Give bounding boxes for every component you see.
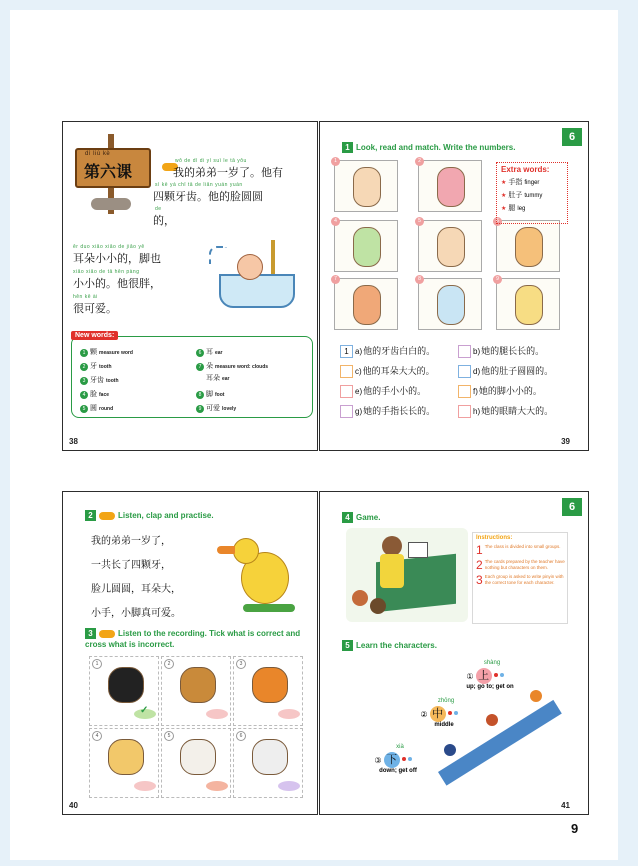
picture-number: 8 <box>415 275 424 284</box>
instructions-box <box>472 532 568 624</box>
new-word-item <box>80 375 119 385</box>
extra-word-english: tummy <box>524 193 543 199</box>
line-1-text: 我的弟弟一岁了。他有 <box>173 166 283 179</box>
instruction-number: 3 <box>476 573 483 587</box>
character-pinyin: xià <box>396 744 404 750</box>
animal-picture <box>108 739 144 775</box>
line-4-text: 耳朵小小的，脚也 <box>73 252 161 265</box>
character-number: ③ <box>374 756 382 765</box>
animal-picture <box>108 667 144 703</box>
dot-icon <box>494 673 498 677</box>
character-number: ② <box>420 710 428 719</box>
new-word-number: 9 <box>196 405 204 413</box>
section-2-number: 2 <box>85 510 96 521</box>
picture-frame <box>496 220 560 272</box>
animal-picture <box>180 739 216 775</box>
new-word-item <box>196 373 230 383</box>
answer-box[interactable] <box>340 385 353 398</box>
picture-frame <box>334 278 398 330</box>
section-1-text: Look, read and match. Write the numbers. <box>356 143 516 152</box>
rhyme-line: 一共长了四颗牙， <box>91 560 171 571</box>
line-6-pinyin: hěn kě ài <box>73 294 98 300</box>
new-words-box <box>71 332 313 418</box>
character-number: ① <box>466 672 474 681</box>
cartoon-figure <box>515 227 543 267</box>
new-word-item <box>80 361 112 371</box>
new-word-english: measure word <box>99 350 133 356</box>
new-word-han: 耳朵 <box>206 374 220 382</box>
sentence-label: h) <box>473 407 481 416</box>
character-row <box>404 704 474 722</box>
instruction-number: 2 <box>476 558 483 572</box>
character-row <box>358 750 428 768</box>
page-39 <box>319 121 589 451</box>
new-word-item <box>80 347 133 357</box>
sentence-label: e) <box>355 387 363 396</box>
match-sentence <box>340 344 435 358</box>
sentence-label: d) <box>473 367 481 376</box>
match-sentence <box>458 384 542 398</box>
new-word-han: 耳 <box>206 348 213 356</box>
new-word-number: 4 <box>80 391 88 399</box>
sentence-text: 她的脚小小的。 <box>478 387 542 397</box>
new-word-english: face <box>99 392 110 398</box>
new-word-han: 颗 <box>90 348 97 356</box>
sentence-label: g) <box>355 407 363 416</box>
character-meaning: down; get off <box>379 768 417 774</box>
animal-picture <box>252 667 288 703</box>
character-han: 上 <box>476 668 492 684</box>
extra-word-han: 手指 <box>508 178 523 186</box>
new-word-number: 3 <box>80 377 88 385</box>
new-word-item <box>196 389 224 399</box>
match-sentence <box>340 384 426 398</box>
answer-box[interactable] <box>340 405 353 418</box>
dot-icon <box>454 711 458 715</box>
lesson-text <box>153 158 313 228</box>
match-sentence <box>340 404 435 418</box>
new-word-english: measure word: clouds <box>215 364 269 370</box>
character-row <box>450 666 520 684</box>
new-word-han: 可爱 <box>206 404 220 412</box>
section-5-title <box>342 640 437 651</box>
dot-icon <box>500 673 504 677</box>
lesson-sign <box>75 134 149 214</box>
cartoon-figure <box>353 285 381 325</box>
extra-words-box <box>496 162 568 224</box>
match-sentence <box>340 364 435 378</box>
instructions-title: Instructions: <box>476 535 513 541</box>
extra-word-english: finger <box>524 180 540 186</box>
answer-box[interactable] <box>458 385 471 398</box>
picture-frame <box>418 220 482 272</box>
character-meaning: up; go to; get on <box>466 684 514 690</box>
instruction-item <box>476 544 565 556</box>
line-3-pinyin: de <box>155 206 162 212</box>
animal-picture <box>180 667 216 703</box>
star-icon: ★ <box>501 206 507 212</box>
picture-number: 9 <box>493 275 502 284</box>
instruction-text: The cards prepared by the teacher have nothing but characters on them. <box>484 559 565 570</box>
animal-number: 2 <box>164 659 174 669</box>
section-2-title <box>85 510 214 521</box>
line-4-pinyin: ěr duo xiǎo xiǎo de jiǎo yě <box>73 244 145 250</box>
page-number-39: 39 <box>561 437 570 446</box>
new-word-item <box>196 361 268 371</box>
answer-box[interactable] <box>458 365 471 378</box>
animal-number: 5 <box>164 731 174 741</box>
answer-box[interactable] <box>458 345 471 358</box>
answer-oval[interactable] <box>206 709 228 719</box>
page-41 <box>319 491 589 815</box>
line-6-text: 很可爱。 <box>73 302 117 315</box>
extra-word-item <box>501 177 567 187</box>
duck-illustration <box>211 532 303 616</box>
bath-illustration <box>209 240 299 312</box>
picture-frame <box>418 160 482 212</box>
picture-number: 2 <box>415 157 424 166</box>
new-word-item <box>196 403 236 413</box>
match-sentence <box>458 364 553 378</box>
animal-cell <box>161 728 231 798</box>
picture-frame <box>334 220 398 272</box>
section-1-number: 1 <box>342 142 353 153</box>
section-2-text: Listen, clap and practise. <box>118 511 214 520</box>
picture-number: 5 <box>415 217 424 226</box>
cartoon-figure <box>437 285 465 325</box>
new-word-han: 朵 <box>206 362 213 370</box>
sentence-text: 他的手小小的。 <box>363 387 427 397</box>
star-icon: ★ <box>501 180 507 186</box>
sentence-label: a) <box>355 347 363 356</box>
unit-badge: 6 <box>562 128 582 146</box>
rhyme-line: 脸儿圆圆，耳朵大， <box>91 584 181 595</box>
sentence-text: 他的耳朵大大的。 <box>362 367 435 377</box>
star-icon: ★ <box>501 193 507 199</box>
rhyme-line: 小手，小脚真可爱。 <box>91 608 181 619</box>
dot-icon <box>402 757 406 761</box>
picture-number: 4 <box>331 217 340 226</box>
character-meaning: middle <box>434 722 454 728</box>
answer-oval[interactable] <box>134 781 156 791</box>
new-word-han: 脸 <box>90 390 97 398</box>
sentence-label: c) <box>355 367 362 376</box>
picture-number: 7 <box>331 275 340 284</box>
cartoon-figure <box>353 167 381 207</box>
unit-badge: 6 <box>562 498 582 516</box>
answer-oval[interactable] <box>278 709 300 719</box>
new-word-english: ear <box>215 350 223 356</box>
new-word-english: tooth <box>99 364 112 370</box>
animal-number: 3 <box>236 659 246 669</box>
section-1-title <box>342 142 515 153</box>
section-5-number: 5 <box>342 640 353 651</box>
sentence-text: 她的眼睛大大的。 <box>481 407 554 417</box>
animal-picture <box>252 739 288 775</box>
new-word-item <box>80 403 113 413</box>
new-word-number: 6 <box>196 349 204 357</box>
new-word-han: 圆 <box>90 404 97 412</box>
instruction-item <box>476 574 565 586</box>
answer-oval[interactable] <box>206 781 228 791</box>
dot-icon <box>408 757 412 761</box>
new-word-number: 8 <box>196 391 204 399</box>
line-1-pinyin: wǒ de dì di yí suì le tā yǒu <box>175 158 247 164</box>
animal-cell <box>89 656 159 726</box>
new-word-han: 牙 <box>90 362 97 370</box>
cartoon-figure <box>437 167 465 207</box>
character-card <box>450 660 520 691</box>
page-38 <box>62 121 318 451</box>
character-pinyin: shàng <box>483 660 501 666</box>
sentence-label: b) <box>473 347 481 356</box>
character-card <box>358 744 428 775</box>
sentence-text: 她的手指长长的。 <box>363 407 436 417</box>
sentence-label: f) <box>473 387 478 396</box>
picture-frame <box>418 278 482 330</box>
character-han: 中 <box>430 706 446 722</box>
section-3-text: Listen to the recording. Tick what is correct and cross what is incorrect. <box>85 629 301 649</box>
cartoon-figure <box>437 227 465 267</box>
section-4-text: Game. <box>356 513 381 522</box>
cd-icon <box>99 630 115 638</box>
dot-icon <box>448 711 452 715</box>
extra-word-han: 腿 <box>508 204 516 212</box>
answer-box[interactable] <box>458 405 471 418</box>
lesson-title: 第六课 <box>84 162 133 181</box>
animal-cell <box>233 656 303 726</box>
answer-oval[interactable] <box>134 705 156 719</box>
instruction-item <box>476 559 565 571</box>
sentence-text: 他的牙齿白白的。 <box>363 347 436 357</box>
section-3-number: 3 <box>85 628 96 639</box>
new-word-item <box>196 347 223 357</box>
new-word-item <box>80 389 109 399</box>
instruction-text: The class is divided into small groups. <box>484 544 561 549</box>
section-4-title <box>342 512 380 523</box>
animal-cell <box>161 656 231 726</box>
character-card <box>404 698 474 729</box>
new-word-number: 1 <box>80 349 88 357</box>
line-2-text: 四颗牙齿。他的脸圆圆 <box>153 190 263 203</box>
extra-word-english: leg <box>517 206 526 212</box>
picture-frame <box>334 160 398 212</box>
cartoon-figure <box>353 227 381 267</box>
extra-word-han: 肚子 <box>508 191 523 199</box>
sentence-text: 他的肚子圆圆的。 <box>481 367 554 377</box>
new-words-title: New words: <box>71 331 118 340</box>
new-word-han: 牙齿 <box>90 376 104 384</box>
line-5-pinyin: xiǎo xiǎo de tā hěn pàng <box>73 269 140 275</box>
book-sheet <box>10 10 618 860</box>
line-5-text: 小小的。他很胖， <box>73 277 161 290</box>
instruction-number: 1 <box>476 543 483 557</box>
animal-cell <box>89 728 159 798</box>
lesson-text-lower <box>73 244 213 316</box>
new-word-han: 脚 <box>206 390 213 398</box>
new-word-number: 7 <box>196 363 204 371</box>
rhyme-line: 我的弟弟一岁了， <box>91 536 171 547</box>
section-5-text: Learn the characters. <box>356 641 437 650</box>
page-number-41: 41 <box>561 801 570 810</box>
answer-box[interactable]: 1 <box>340 345 353 358</box>
picture-frame <box>496 278 560 330</box>
check-icon: ✓ <box>140 705 149 716</box>
section-4-number: 4 <box>342 512 353 523</box>
new-word-english: tooth <box>106 378 119 384</box>
lesson-pinyin: dì liù kè <box>85 151 111 157</box>
extra-word-item <box>501 190 567 200</box>
cd-icon <box>99 512 115 520</box>
line-2-pinyin: sì kē yá chǐ tā de liǎn yuán yuán <box>155 182 243 188</box>
page-40 <box>62 491 318 815</box>
new-word-english: foot <box>215 392 225 398</box>
animal-number: 4 <box>92 731 102 741</box>
new-word-english: round <box>99 406 114 412</box>
new-word-number: 5 <box>80 405 88 413</box>
page-number-40: 40 <box>69 801 78 810</box>
animal-cell <box>233 728 303 798</box>
animal-number: 1 <box>92 659 102 669</box>
answer-box[interactable] <box>340 365 353 378</box>
new-word-english: ear <box>222 376 230 382</box>
extra-words-title: Extra words: <box>501 165 550 174</box>
book-page-number: 9 <box>571 821 579 836</box>
match-sentence <box>458 404 553 418</box>
match-sentence <box>458 344 544 358</box>
classroom-illustration <box>346 528 468 622</box>
new-word-english: lovely <box>222 406 237 412</box>
page-number-38: 38 <box>69 437 78 446</box>
animal-number: 6 <box>236 731 246 741</box>
instructions-list <box>473 544 567 586</box>
cartoon-figure <box>515 285 543 325</box>
picture-number: 1 <box>331 157 340 166</box>
instruction-text: Each group is asked to write pinyin with the correct tone for each character. <box>484 574 564 585</box>
answer-oval[interactable] <box>278 781 300 791</box>
picture-number: 6 <box>493 217 502 226</box>
line-3-text: 的， <box>153 214 175 227</box>
character-han: 下 <box>384 752 400 768</box>
extra-words-list <box>497 177 567 213</box>
sentence-text: 她的腿长长的。 <box>481 347 545 357</box>
character-pinyin: zhōng <box>437 698 455 704</box>
extra-word-item <box>501 203 567 213</box>
rhyme-text <box>91 532 231 628</box>
new-word-number: 2 <box>80 363 88 371</box>
section-3-title <box>85 628 309 650</box>
